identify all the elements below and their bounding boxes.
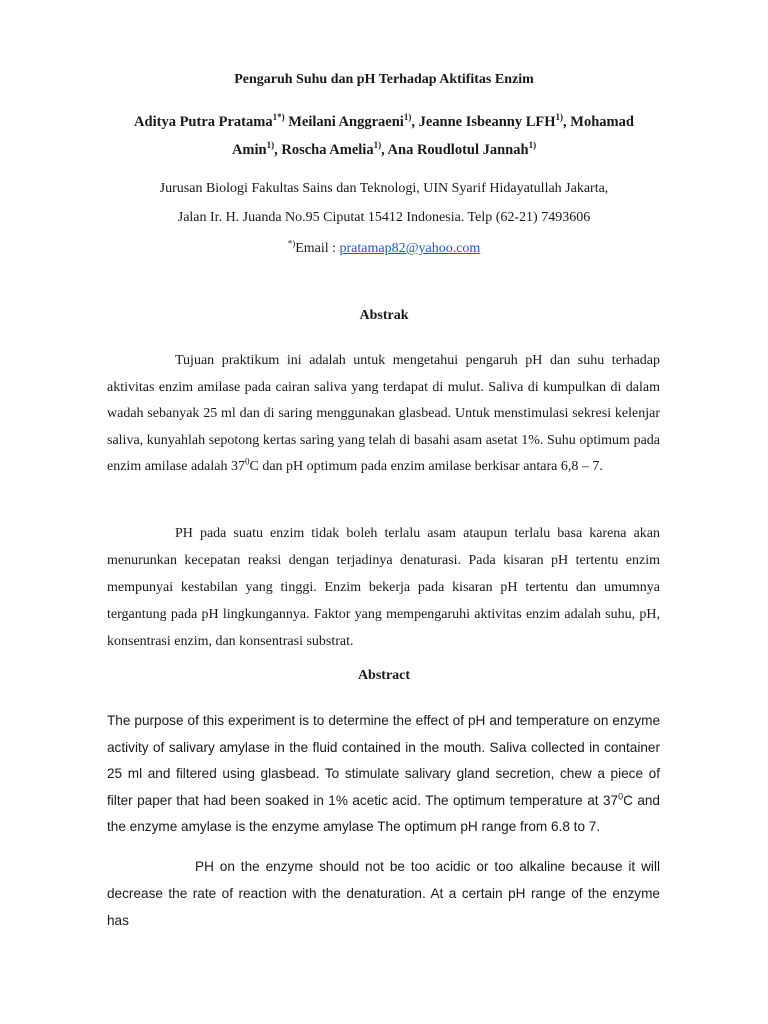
email-mark: *) bbox=[287, 238, 296, 249]
abstract-paragraph-1 bbox=[107, 708, 660, 841]
abstrak-p1-text-end: C dan pH optimum pada enzim amilase berkisar antara 6,8 – 7. bbox=[249, 459, 603, 474]
degree-mark: 0 bbox=[618, 790, 624, 801]
author-affil-mark: 1) bbox=[528, 140, 537, 151]
abstrak-p2-text: PH pada suatu enzim tidak boleh terlalu asam ataupun terlalu basa karena akan menurunkan kecepatan reaksi dengan terjadinya denaturasi. Pada kisaran pH tertentu enzim mempunyai kestabilan yang tinggi. Enzim bekerja pada kisaran pH tertentu dan umumnya tergantung pada pH lingkungannya. Faktor yang mempengaruhi aktivitas enzim adalah suhu, pH, konsentrasi enzim, dan konsentrasi substrat. bbox=[107, 526, 660, 649]
authors-line-1 bbox=[0, 114, 768, 131]
abstrak-p1-text: Tujuan praktikum ini adalah untuk mengetahui pengaruh pH dan suhu terhadap aktivitas enzim amilase pada cairan saliva yang terdapat di mulut. Saliva di kumpulkan di dalam wadah sebanyak 25 ml dan di saring menggunakan glasbead. Untuk menstimulasi sekresi kelenjar saliva, kunyahlah sepotong kertas saring yang telah di basahi asam asetat 1%. Suhu optimum pada enzim amilase adalah 37 bbox=[107, 353, 660, 474]
affiliation-line-2: Jalan Ir. H. Juanda No.95 Ciputat 15412 Indonesia. Telp (62-21) 7493606 bbox=[177, 210, 591, 225]
email-link[interactable]: pratamap82@yahoo.com bbox=[339, 241, 481, 256]
author-name: , Ana Roudlotul Jannah bbox=[381, 142, 529, 158]
author-affil-mark: 1) bbox=[373, 140, 382, 151]
abstract-p2-text: PH on the enzyme should not be too acidic or too alkaline because it will decrease the rate of reaction with the denaturation. At a certain pH range of the enzyme has bbox=[107, 859, 660, 928]
abstrak-heading: Abstrak bbox=[359, 308, 409, 323]
author-name: , Mohamad bbox=[563, 114, 634, 130]
degree-mark: 0 bbox=[245, 456, 250, 467]
abstrak-paragraph-1 bbox=[107, 348, 660, 481]
authors-line-2 bbox=[0, 142, 768, 159]
author-name: Amin bbox=[231, 142, 267, 158]
abstract-heading: Abstract bbox=[357, 668, 411, 683]
author-name: Aditya Putra Pratama bbox=[134, 114, 273, 130]
paper-title: Pengaruh Suhu dan pH Terhadap Aktifitas Enzim bbox=[234, 72, 534, 87]
email-label: Email : bbox=[295, 241, 340, 256]
affiliation-line-1: Jurusan Biologi Fakultas Sains dan Teknologi, UIN Syarif Hidayatullah Jakarta, bbox=[159, 181, 609, 196]
author-affil-mark: 1) bbox=[403, 112, 412, 123]
abstract-p1-text: The purpose of this experiment is to determine the effect of pH and temperature on enzyme activity of salivary amylase in the fluid contained in the mouth. Saliva collected in container 25 ml and filtered using glasbead. To stimulate salivary gland secretion, chew a piece of filter paper that had been soaked in 1% acetic acid. The optimum temperature at 37 bbox=[107, 713, 660, 808]
author-affil-mark: 1) bbox=[555, 112, 564, 123]
author-affil-mark: 1*) bbox=[272, 112, 285, 123]
author-affil-mark: 1) bbox=[266, 140, 275, 151]
author-name: , Roscha Amelia bbox=[274, 142, 374, 158]
abstract-p1-text-end: C and the enzyme amylase is the enzyme amylase The optimum pH range from 6.8 to 7. bbox=[107, 792, 660, 834]
abstrak-paragraph-2 bbox=[107, 520, 660, 655]
author-name: Meilani Anggraeni bbox=[284, 114, 404, 130]
email-line bbox=[0, 238, 768, 257]
author-name: , Jeanne Isbeanny LFH bbox=[411, 114, 556, 130]
abstract-paragraph-2 bbox=[107, 853, 660, 934]
